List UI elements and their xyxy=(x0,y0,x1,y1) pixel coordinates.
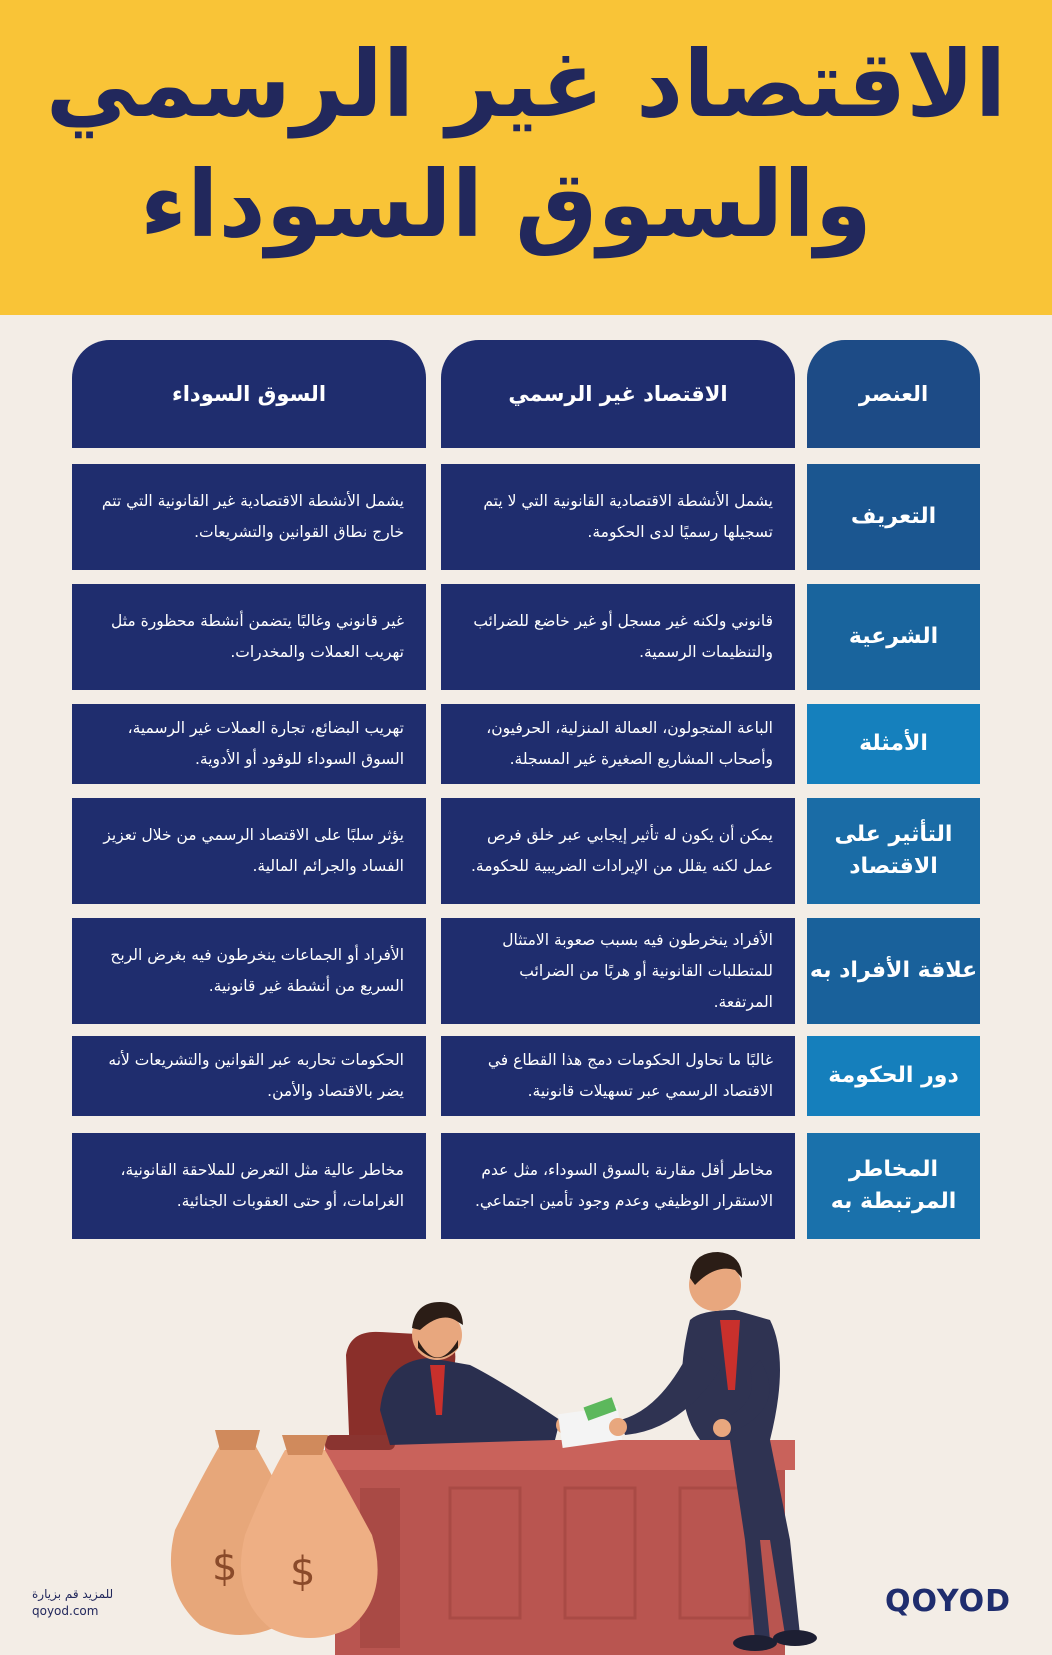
cell-black-market-examples: تهريب البضائع، تجارة العملات غير الرسمية، السوق السوداء للوقود أو الأدوية. xyxy=(72,704,426,784)
cell-informal-examples: الباعة المتجولون، العمالة المنزلية، الحرفيون، وأصحاب المشاريع الصغيرة غير المسجلة. xyxy=(441,704,795,784)
column-header-informal-economy: الاقتصاد غير الرسمي xyxy=(441,340,795,448)
header-banner xyxy=(0,0,1052,315)
row-label-individuals: علاقة الأفراد به xyxy=(807,918,980,1024)
cell-black-market-individuals: الأفراد أو الجماعات ينخرطون فيه بغرض الربح السريع من أنشطة غير قانونية. xyxy=(72,918,426,1024)
footer-visit-text: للمزيد قم بزيارة xyxy=(32,1587,114,1601)
row-label-legality: الشرعية xyxy=(807,584,980,690)
row-label-definition: التعريف xyxy=(807,464,980,570)
cell-informal-impact: يمكن أن يكون له تأثير إيجابي عبر خلق فرص عمل لكنه يقلل من الإيرادات الضريبية للحكومة. xyxy=(441,798,795,904)
column-header-black-market: السوق السوداء xyxy=(72,340,426,448)
desk xyxy=(325,1435,795,1655)
cell-informal-definition: يشمل الأنشطة الاقتصادية القانونية التي لا يتم تسجيلها رسميًا لدى الحكومة. xyxy=(441,464,795,570)
row-label-risks: المخاطر المرتبطة به xyxy=(807,1133,980,1239)
page-title-line1: الاقتصاد غير الرسمي xyxy=(45,31,1007,138)
dollar-icon: $ xyxy=(212,1544,238,1590)
footer-url[interactable]: qoyod.com xyxy=(32,1604,99,1618)
footer-visit xyxy=(32,1586,113,1620)
row-label-examples: الأمثلة xyxy=(807,704,980,784)
seated-man xyxy=(380,1302,574,1445)
cell-informal-individuals: الأفراد ينخرطون فيه بسبب صعوبة الامتثال للمتطلبات القانونية أو هربًا من الضرائب المرتفعة. xyxy=(441,918,795,1024)
cell-informal-government: غالبًا ما تحاول الحكومات دمج هذا القطاع في الاقتصاد الرسمي عبر تسهيلات قانونية. xyxy=(441,1036,795,1116)
cell-black-market-impact: يؤثر سلبًا على الاقتصاد الرسمي من خلال تعزيز الفساد والجرائم المالية. xyxy=(72,798,426,904)
cell-black-market-risks: مخاطر عالية مثل التعرض للملاحقة القانونية، الغرامات، أو حتى العقوبات الجنائية. xyxy=(72,1133,426,1239)
row-label-economic-impact: التأثير على الاقتصاد xyxy=(807,798,980,904)
cell-black-market-definition: يشمل الأنشطة الاقتصادية غير القانونية التي تتم خارج نطاق القوانين والتشريعات. xyxy=(72,464,426,570)
row-label-government-role: دور الحكومة xyxy=(807,1036,980,1116)
cell-black-market-government: الحكومات تحاربه عبر القوانين والتشريعات لأنه يضر بالاقتصاد والأمن. xyxy=(72,1036,426,1116)
dollar-icon: $ xyxy=(290,1549,316,1595)
cell-informal-risks: مخاطر أقل مقارنة بالسوق السوداء، مثل عدم الاستقرار الوظيفي وعدم وجود تأمين اجتماعي. xyxy=(441,1133,795,1239)
cell-black-market-legality: غير قانوني وغالبًا يتضمن أنشطة محظورة مثل تهريب العملات والمخدرات. xyxy=(72,584,426,690)
column-header-element: العنصر xyxy=(807,340,980,448)
cell-informal-legality: قانوني ولكنه غير مسجل أو غير خاضع للضرائب والتنظيمات الرسمية. xyxy=(441,584,795,690)
qoyod-logo: QOYOD xyxy=(885,1584,1011,1619)
page-title-line2: والسوق السوداء xyxy=(139,151,872,258)
